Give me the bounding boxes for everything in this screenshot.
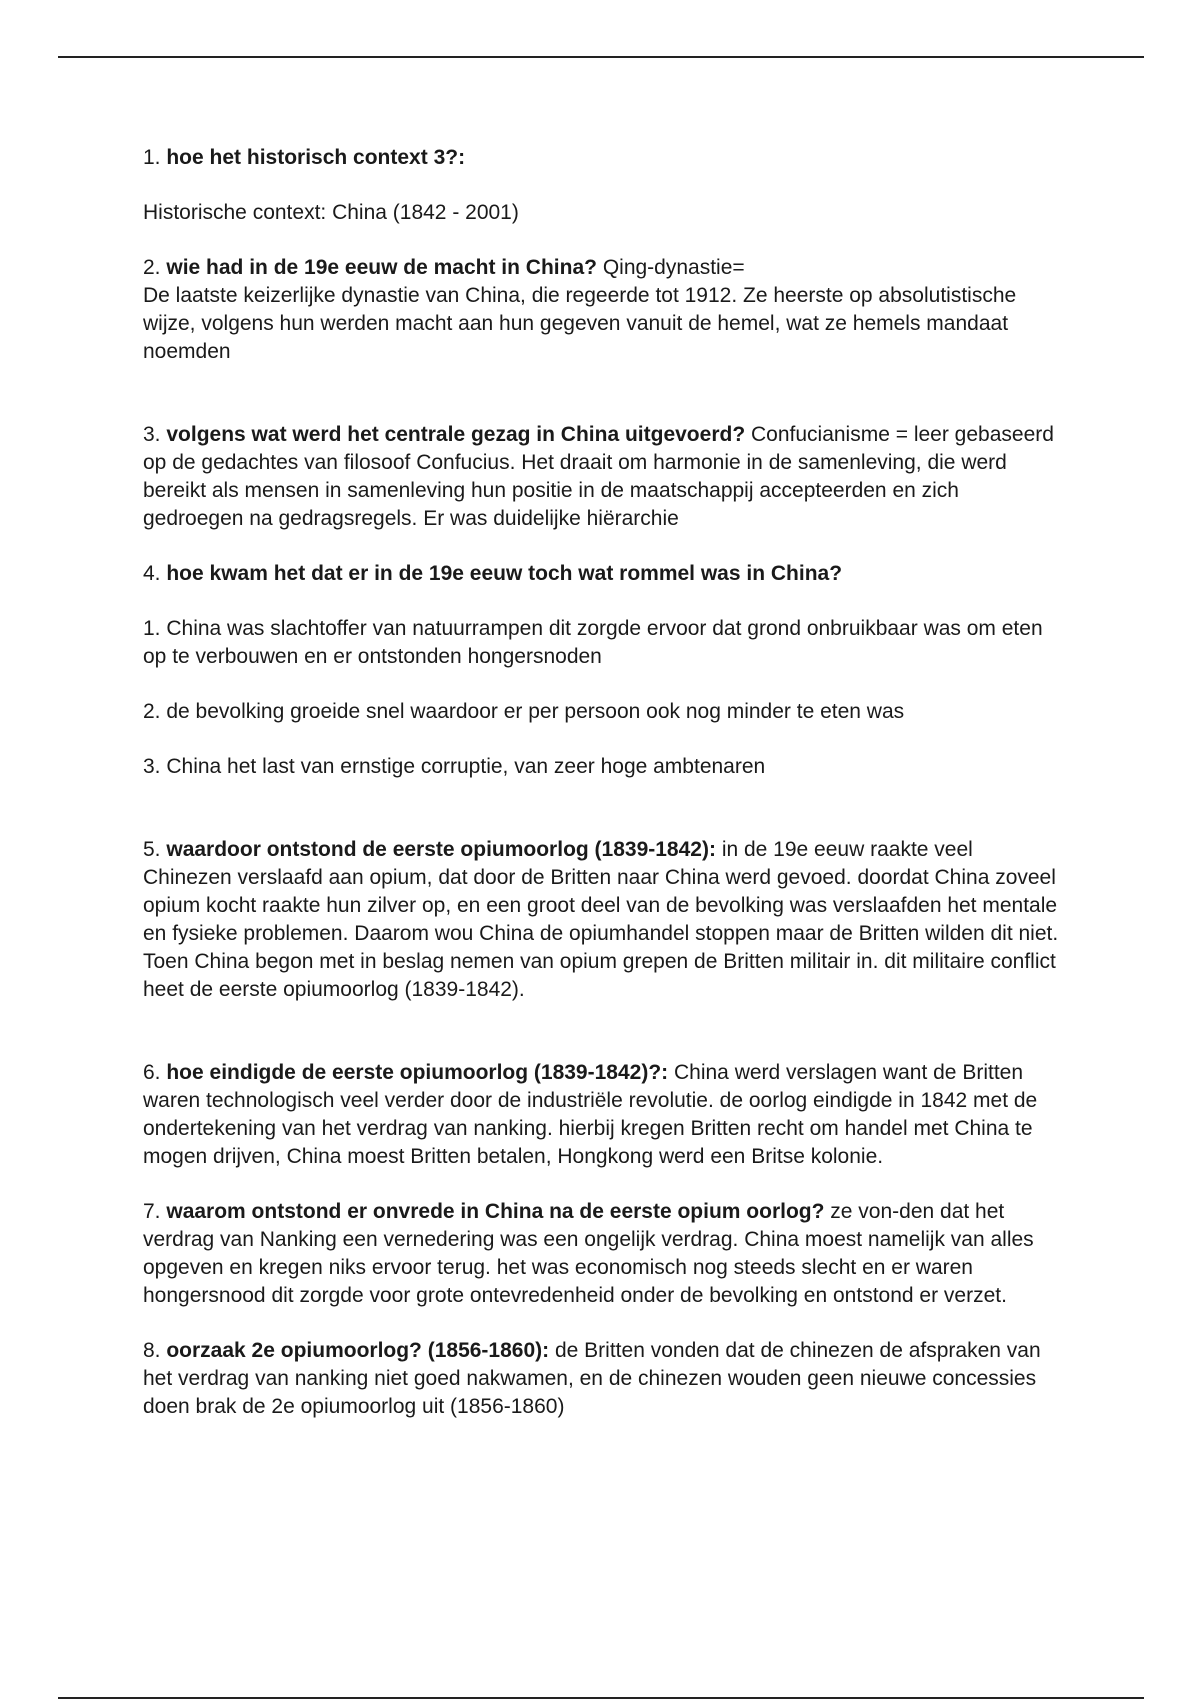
question-number: 3. — [143, 423, 161, 446]
question-3 — [143, 421, 1063, 533]
question-number: 6. — [143, 1061, 161, 1084]
answer-text: Qing-dynastie= — [602, 256, 745, 279]
question-text: hoe het historisch context 3?: — [166, 146, 466, 169]
question-number: 5. — [143, 838, 161, 861]
question-text: volgens wat werd het centrale gezag in China uitgevoerd? — [166, 423, 746, 446]
answer-text: China werd verslagen want de Britten waren technologisch veel verder door de industriële revolutie. de oorlog eindigde in 1842 met de ondertekening van het verdrag van nanking. hierbij kregen Britten recht om handel met China te mogen drijven, China moest Britten betalen, Hongkong werd een Britse kolonie. — [143, 1061, 1038, 1168]
question-6 — [143, 1059, 1063, 1171]
question-text: hoe kwam het dat er in de 19e eeuw toch wat rommel was in China? — [166, 562, 843, 585]
question-number: 8. — [143, 1339, 161, 1362]
question-8 — [143, 1337, 1063, 1421]
answer-text: Historische context: China (1842 - 2001) — [143, 201, 519, 224]
list-item — [143, 698, 1063, 726]
question-number: 2. — [143, 256, 161, 279]
answer-text: De laatste keizerlijke dynastie van China, die regeerde tot 1912. Ze heerste op absolutistische wijze, volgens hun werden macht aan hun gegeven vanuit de hemel, wat ze hemels mandaat noemden — [143, 284, 1017, 363]
question-text: waarom ontstond er onvrede in China na de eerste opium oorlog? — [166, 1200, 825, 1223]
answer-text: in de 19e eeuw raakte veel Chinezen verslaafd aan opium, dat door de Britten naar China werd gevoed. doordat China zoveel opium kocht raakte hun zilver op, en een groot deel van de bevolking was verslaafden het mentale en fysieke problemen. Daarom wou China de opiumhandel stoppen maar de Britten wilden dit niet. Toen China begon met in beslag nemen van opium grepen de Britten militair in. dit militaire conflict heet de eerste opiumoorlog (1839-1842). — [143, 838, 1059, 1001]
question-5 — [143, 836, 1063, 1004]
list-item — [143, 615, 1063, 671]
answer-text: de Britten vonden dat de chinezen de afspraken van het verdrag van nanking niet goed nakwamen, en de chinezen wouden geen nieuwe concessies doen brak de 2e opiumoorlog uit (1856-1860) — [143, 1339, 1041, 1418]
question-2 — [143, 254, 1063, 366]
question-text: hoe eindigde de eerste opiumoorlog (1839-1842)?: — [166, 1061, 669, 1084]
question-text: waardoor ontstond de eerste opiumoorlog (1839-1842): — [166, 838, 716, 861]
question-text: wie had in de 19e eeuw de macht in China? — [166, 256, 597, 279]
answer-text: 1. China was slachtoffer van natuurrampen dit zorgde ervoor dat grond onbruikbaar was om eten op te verbouwen en er ontstonden hongersnoden — [143, 617, 1043, 668]
question-4 — [143, 560, 1063, 588]
question-number: 1. — [143, 146, 161, 169]
answer-text: ze von-den dat het verdrag van Nanking een vernedering was een ongelijk verdrag. China moest namelijk van alles opgeven en kregen niks ervoor terug. het was economisch nog steeds slecht en er waren hongersnood dit zorgde voor grote ontevredenheid onder de bevolking en ontstond er verzet. — [143, 1200, 1034, 1307]
answer-text: 2. de bevolking groeide snel waardoor er per persoon ook nog minder te eten was — [143, 700, 905, 723]
question-number: 7. — [143, 1200, 161, 1223]
question-1 — [143, 144, 1063, 172]
context-line — [143, 199, 1063, 227]
question-7 — [143, 1198, 1063, 1310]
question-text: oorzaak 2e opiumoorlog? (1856-1860): — [166, 1339, 550, 1362]
answer-text: 3. China het last van ernstige corruptie, van zeer hoge ambtenaren — [143, 755, 766, 778]
bottom-rule — [58, 1697, 1144, 1699]
list-item — [143, 753, 1063, 781]
answer-text: Confucianisme = leer gebaseerd op de gedachtes van filosoof Confucius. Het draait om harmonie in de samenleving, die werd bereikt als mensen in samenleving hun positie in de maatschappij accepteerden en zich gedroegen na gedragsregels. Er was duidelijke hiërarchie — [143, 423, 1054, 530]
document-body — [143, 144, 1063, 1421]
question-number: 4. — [143, 562, 161, 585]
top-rule — [58, 56, 1144, 58]
